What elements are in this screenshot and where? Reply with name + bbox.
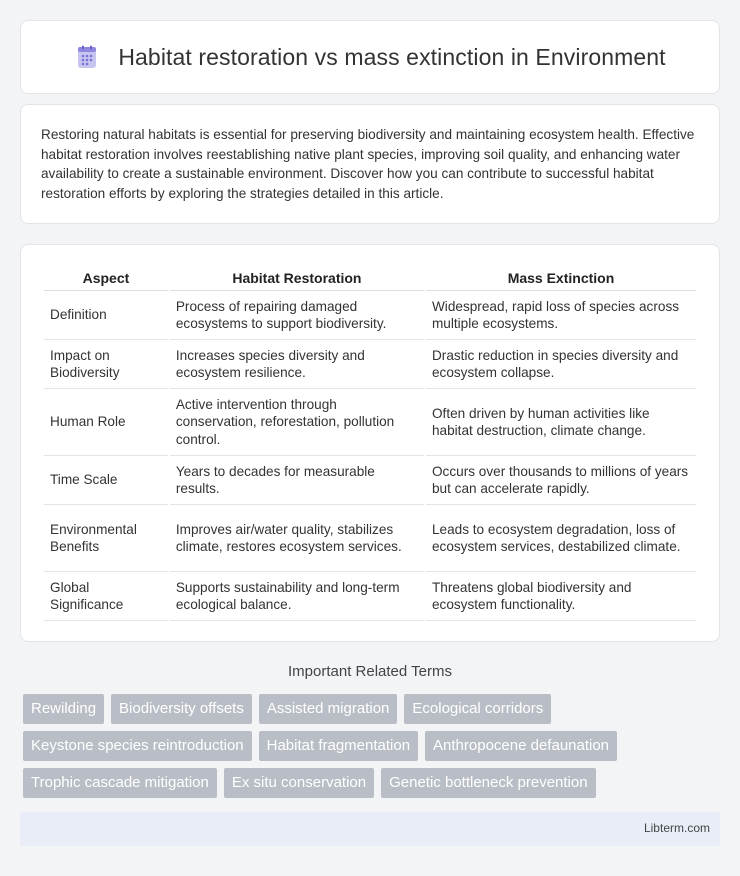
- row-mass-extinction: Leads to ecosystem degradation, loss of ecosystem services, destabilized climate.: [426, 505, 696, 572]
- related-terms-title: Important Related Terms: [288, 663, 452, 680]
- comparison-card: [20, 244, 720, 642]
- row-aspect: Human Role: [44, 389, 168, 456]
- table-row: [44, 572, 696, 621]
- header-habitat-restoration: Habitat Restoration: [170, 266, 424, 291]
- row-habitat-restoration: Increases species diversity and ecosystem resilience.: [170, 340, 424, 389]
- tag-habitat-fragmentation[interactable]: Habitat fragmentation: [259, 731, 418, 761]
- table-row: [44, 456, 696, 505]
- row-aspect: Time Scale: [44, 456, 168, 505]
- row-habitat-restoration: Active intervention through conservation, reforestation, pollution control.: [170, 389, 424, 456]
- comparison-table: [42, 266, 698, 621]
- table-row: [44, 505, 696, 572]
- row-habitat-restoration: Process of repairing damaged ecosystems to support biodiversity.: [170, 291, 424, 340]
- table-row: [44, 340, 696, 389]
- related-terms-list: [23, 694, 723, 798]
- tag-rewilding[interactable]: Rewilding: [23, 694, 104, 724]
- row-habitat-restoration: Supports sustainability and long-term ecological balance.: [170, 572, 424, 621]
- row-habitat-restoration: Years to decades for measurable results.: [170, 456, 424, 505]
- row-mass-extinction: Widespread, rapid loss of species across multiple ecosystems.: [426, 291, 696, 340]
- tag-assisted-migration[interactable]: Assisted migration: [259, 694, 398, 724]
- row-aspect: Global Significance: [44, 572, 168, 621]
- table-row: [44, 389, 696, 456]
- row-mass-extinction: Drastic reduction in species diversity and ecosystem collapse.: [426, 340, 696, 389]
- row-mass-extinction: Threatens global biodiversity and ecosystem functionality.: [426, 572, 696, 621]
- table-row: [44, 291, 696, 340]
- row-aspect: Impact on Biodiversity: [44, 340, 168, 389]
- table-header-row: [44, 266, 696, 291]
- tag-ex-situ-conservation[interactable]: Ex situ conservation: [224, 768, 374, 798]
- tag-trophic-cascade-mitigation[interactable]: Trophic cascade mitigation: [23, 768, 217, 798]
- tag-keystone-species-reintroduction[interactable]: Keystone species reintroduction: [23, 731, 252, 761]
- row-aspect: Environmental Benefits: [44, 505, 168, 572]
- tag-biodiversity-offsets[interactable]: Biodiversity offsets: [111, 694, 252, 724]
- page-title: Habitat restoration vs mass extinction in Environment: [118, 43, 666, 70]
- header-aspect: Aspect: [44, 266, 168, 291]
- row-mass-extinction: Occurs over thousands to millions of years but can accelerate rapidly.: [426, 456, 696, 505]
- header-mass-extinction: Mass Extinction: [426, 266, 696, 291]
- header: [74, 44, 665, 71]
- tag-ecological-corridors[interactable]: Ecological corridors: [404, 694, 551, 724]
- tag-genetic-bottleneck-prevention[interactable]: Genetic bottleneck prevention: [381, 768, 595, 798]
- footer-site-link[interactable]: Libterm.com: [643, 821, 710, 835]
- row-aspect: Definition: [44, 291, 168, 340]
- row-mass-extinction: Often driven by human activities like habitat destruction, climate change.: [426, 389, 696, 456]
- intro-paragraph: Restoring natural habitats is essential for preserving biodiversity and maintaining ecosystem health. Effective habitat restoration involves reestablishing native plant species, improving soil quality, and enhancing water availability to create a sustainable environment. Discover how you can contribute to successful habitat restoration efforts by exploring the strategies detailed in this article.: [41, 127, 695, 201]
- tag-anthropocene-defaunation[interactable]: Anthropocene defaunation: [425, 731, 617, 761]
- document-icon: [74, 44, 100, 70]
- intro-card: [20, 104, 720, 224]
- row-habitat-restoration: Improves air/water quality, stabilizes climate, restores ecosystem services.: [170, 505, 424, 572]
- header-card: [20, 20, 720, 94]
- footer: [20, 812, 720, 846]
